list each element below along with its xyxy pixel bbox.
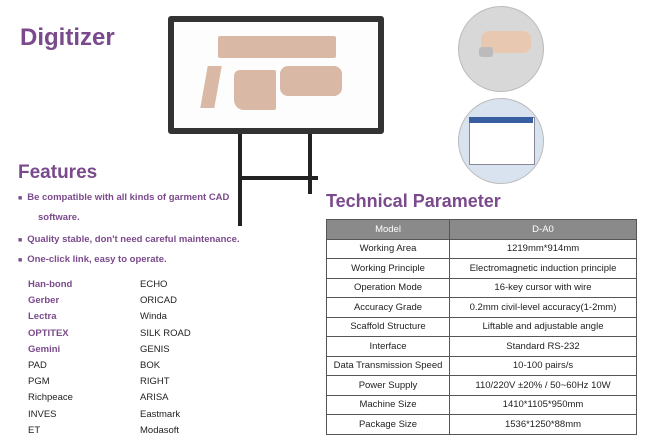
brand-row bbox=[28, 279, 238, 295]
digitizer-board-image bbox=[168, 16, 384, 134]
brand-row bbox=[28, 344, 238, 360]
param-name: Package Size bbox=[327, 415, 450, 435]
brand-right: Modasoft bbox=[140, 424, 180, 436]
param-name: Accuracy Grade bbox=[327, 298, 450, 318]
table-header-row bbox=[327, 220, 637, 240]
brand-right: ECHO bbox=[140, 279, 168, 290]
param-value: 10-100 pairs/s bbox=[450, 356, 637, 376]
brand-right: ORICAD bbox=[140, 295, 177, 307]
header-cell: Model bbox=[327, 220, 450, 240]
compatible-cad-list bbox=[28, 279, 238, 441]
param-name: Scaffold Structure bbox=[327, 317, 450, 337]
table-row bbox=[327, 317, 637, 337]
feature-item: ■ One-click link, easy to operate. bbox=[18, 254, 167, 265]
brand-row bbox=[28, 425, 238, 441]
brand-left: Richpeace bbox=[28, 392, 73, 404]
brand-left: Lectra bbox=[28, 311, 57, 323]
brand-right: GENIS bbox=[140, 343, 170, 355]
feature-item-continued: software. bbox=[38, 212, 80, 223]
feature-item: ■ Quality stable, don't need careful maintenance. bbox=[18, 234, 240, 245]
brand-row bbox=[28, 311, 238, 327]
brand-right: Eastmark bbox=[140, 408, 181, 420]
software-screenshot-image bbox=[458, 98, 544, 184]
brand-row bbox=[28, 392, 238, 408]
digitizer-stand-image bbox=[232, 134, 324, 226]
param-name: Power Supply bbox=[327, 376, 450, 396]
brand-right: ARISA bbox=[140, 392, 169, 404]
parameter-table bbox=[326, 219, 637, 435]
table-row bbox=[327, 395, 637, 415]
param-value: Electromagnetic induction principle bbox=[450, 259, 637, 279]
brand-left: Han-bond bbox=[28, 279, 73, 290]
table-row bbox=[327, 239, 637, 259]
param-name: Working Area bbox=[327, 239, 450, 259]
table-row bbox=[327, 259, 637, 279]
brand-left: ET bbox=[28, 424, 41, 436]
page-title: Digitizer bbox=[20, 24, 115, 51]
brand-left: OPTITEX bbox=[28, 327, 69, 339]
brand-row bbox=[28, 295, 238, 311]
features-heading: Features bbox=[18, 162, 98, 183]
brand-right: SILK ROAD bbox=[140, 327, 191, 339]
param-name: Machine Size bbox=[327, 395, 450, 415]
param-value: 0.2mm civil-level accuracy(1-2mm) bbox=[450, 298, 637, 318]
param-name: Interface bbox=[327, 337, 450, 357]
table-row bbox=[327, 298, 637, 318]
param-name: Data Transmission Speed bbox=[327, 356, 450, 376]
header-cell: D-A0 bbox=[450, 220, 637, 240]
feature-item: ■ Be compatible with all kinds of garment CAD bbox=[18, 192, 230, 203]
table-row bbox=[327, 376, 637, 396]
param-value: 16-key cursor with wire bbox=[450, 278, 637, 298]
brand-right: RIGHT bbox=[140, 376, 170, 388]
brand-left: Gerber bbox=[28, 295, 60, 307]
table-row bbox=[327, 337, 637, 357]
table-row bbox=[327, 356, 637, 376]
param-name: Operation Mode bbox=[327, 278, 450, 298]
param-value: 1410*1105*950mm bbox=[450, 395, 637, 415]
brand-left: Gemini bbox=[28, 343, 61, 355]
param-value: Standard RS-232 bbox=[450, 337, 637, 357]
table-row bbox=[327, 415, 637, 435]
brand-row bbox=[28, 409, 238, 425]
param-value: 1536*1250*88mm bbox=[450, 415, 637, 435]
brand-row bbox=[28, 360, 238, 376]
param-value: 110/220V ±20% / 50~60Hz 10W bbox=[450, 376, 637, 396]
brand-left: PGM bbox=[28, 376, 50, 388]
param-value: Liftable and adjustable angle bbox=[450, 317, 637, 337]
brand-right: BOK bbox=[140, 359, 161, 371]
parameter-heading: Technical Parameter bbox=[326, 191, 501, 211]
brand-left: INVES bbox=[28, 408, 57, 420]
brand-row bbox=[28, 376, 238, 392]
brand-left: PAD bbox=[28, 359, 47, 371]
brand-right: Winda bbox=[140, 311, 167, 323]
table-row bbox=[327, 278, 637, 298]
param-name: Working Principle bbox=[327, 259, 450, 279]
param-value: 1219mm*914mm bbox=[450, 239, 637, 259]
cursor-in-hand-image bbox=[458, 6, 544, 92]
brand-row bbox=[28, 328, 238, 344]
